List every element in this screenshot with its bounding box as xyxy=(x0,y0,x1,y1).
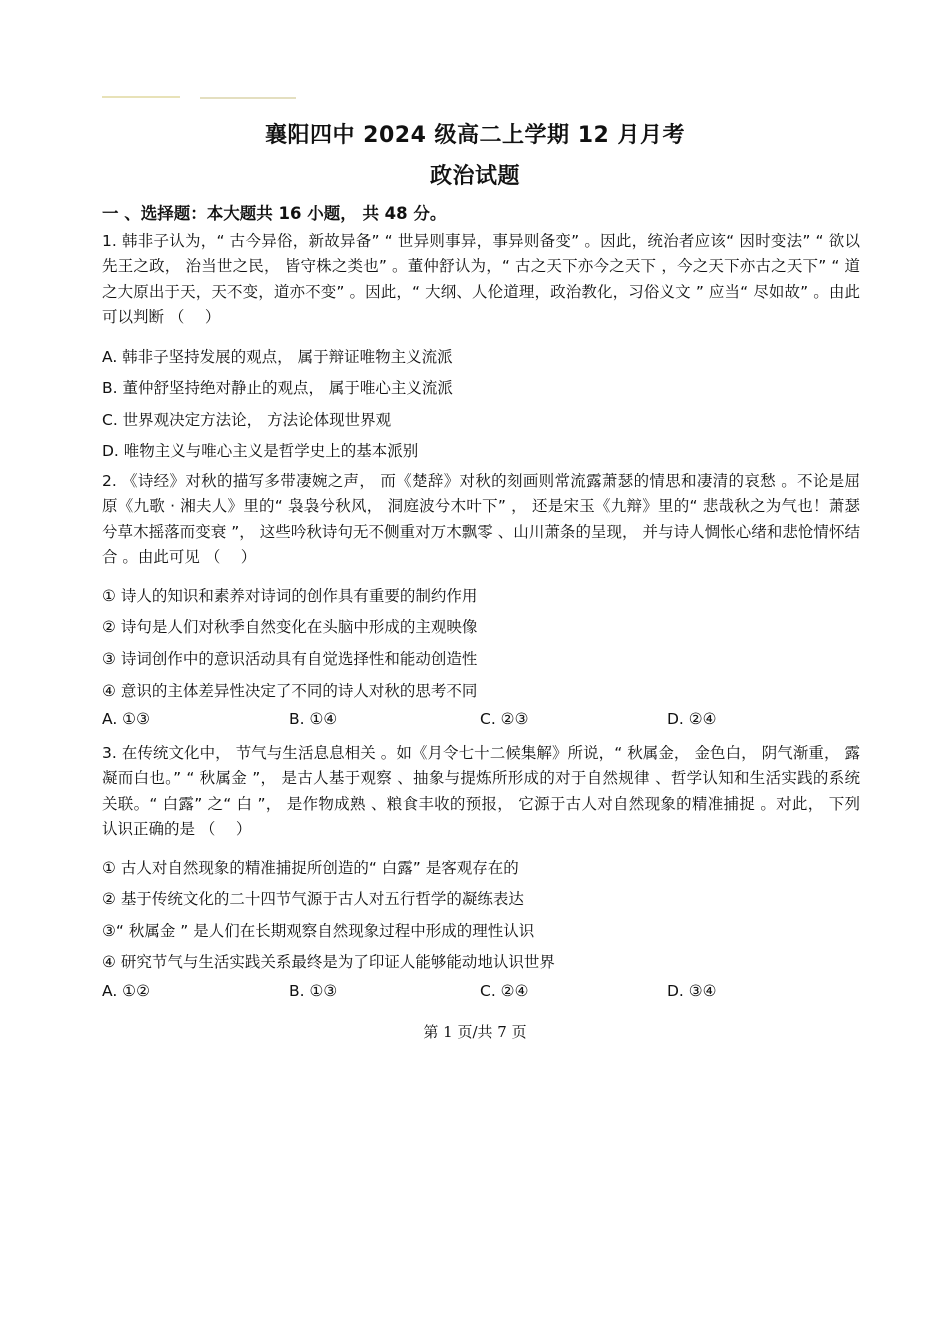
question-1-option-d: D. 唯物主义与唯心主义是哲学史上的基本派别 xyxy=(102,442,419,460)
question-3-choice-d: D. ③④ xyxy=(667,982,717,1000)
question-2-choice-b: B. ①④ xyxy=(289,710,338,728)
question-3-statement-1: ① 古人对自然现象的精准捕捉所创造的“ 白露” 是客观存在的 xyxy=(102,859,519,877)
question-1-option-c: C. 世界观决定方法论， 方法论体现世界观 xyxy=(102,411,392,429)
question-3-stem: 3. 在传统文化中， 节气与生活息息相关 。如《月令七十二候集解》所说，“ 秋属金， 金色白， 阴气渐重， 露凝而白也。” “ 秋属金 ”， 是古人基于观察 、抽象与提炼所形成的对于自然规律 、哲学认知和生活实践的系统关联。“ 白露” 之“ 白 ”， 是作物成熟 、粮食丰收的预报， 它源于古人对自然现象的精准捕捉 。对此， 下列认识正确的是 （ ） xyxy=(102,744,860,838)
question-2-statement-2: ② 诗句是人们对秋季自然变化在头脑中形成的主观映像 xyxy=(102,618,478,636)
question-2-statement-1: ① 诗人的知识和素养对诗词的创作具有重要的制约作用 xyxy=(102,587,478,605)
scan-smudge-mark xyxy=(100,94,300,100)
question-2-statement-4: ④ 意识的主体差异性决定了不同的诗人对秋的思考不同 xyxy=(102,682,478,700)
question-3-statement-2: ② 基于传统文化的二十四节气源于古人对五行哲学的凝练表达 xyxy=(102,890,524,908)
question-3-statement-4: ④ 研究节气与生活实践关系最终是为了印证人能够能动地认识世界 xyxy=(102,953,555,971)
exam-subject: 政治试题 xyxy=(429,164,520,189)
question-3-choice-c: C. ②④ xyxy=(480,982,529,1000)
question-1-option-a: A. 韩非子坚持发展的观点， 属于辩证唯物主义流派 xyxy=(102,348,453,366)
question-2-choice-a: A. ①③ xyxy=(102,710,150,728)
question-3-choice-b: B. ①③ xyxy=(289,982,338,1000)
question-2-statement-3: ③ 诗词创作中的意识活动具有自觉选择性和能动创造性 xyxy=(102,650,478,668)
question-3-statement-3: ③“ 秋属金 ” 是人们在长期观察自然现象过程中形成的理性认识 xyxy=(102,922,535,940)
page-number: 第 1 页/共 7 页 xyxy=(423,1023,527,1041)
question-3-choice-a: A. ①② xyxy=(102,982,150,1000)
question-1-stem: 1. 韩非子认为，“ 古今异俗，新故异备” “ 世异则事异，事异则备变” 。因此，统治者应该“ 因时变法” “ 欲以先王之政， 治当世之民， 皆守株之类也” 。董仲舒认为，“ 古之天下亦今之天下 ，今之天下亦古之天下” “ 道之大原出于天，天不变，道亦不变” 。因此，“ 大纲、人伦道理，政治教化，习俗义文 ” 应当“ 尽如故” 。由此可以判断 （ ） xyxy=(102,232,860,326)
exam-title: 襄阳四中 2024 级高二上学期 12 月月考 xyxy=(265,123,685,148)
question-1-option-b: B. 董仲舒坚持绝对静止的观点， 属于唯心主义流派 xyxy=(102,379,453,397)
question-2-choice-d: D. ②④ xyxy=(667,710,717,728)
section-heading: 一 、选择题：本大题共 16 小题， 共 48 分。 xyxy=(102,204,447,223)
question-2-stem: 2. 《诗经》对秋的描写多带凄婉之声， 而《楚辞》对秋的刻画则常流露萧瑟的情思和凄清的哀愁 。不论是屈原《九歌 · 湘夫人》里的“ 袅袅兮秋风， 洞庭波兮木叶下” ， 还是宋玉《九辩》里的“ 悲哉秋之为气也！萧瑟兮草木摇落而变衰 ”， 这些吟秋诗句无不侧重对万木飘零 、山川萧条的呈现， 并与诗人惆怅心绪和悲怆情怀结合 。由此可见 （ ） xyxy=(102,472,860,566)
question-2-choice-c: C. ②③ xyxy=(480,710,529,728)
